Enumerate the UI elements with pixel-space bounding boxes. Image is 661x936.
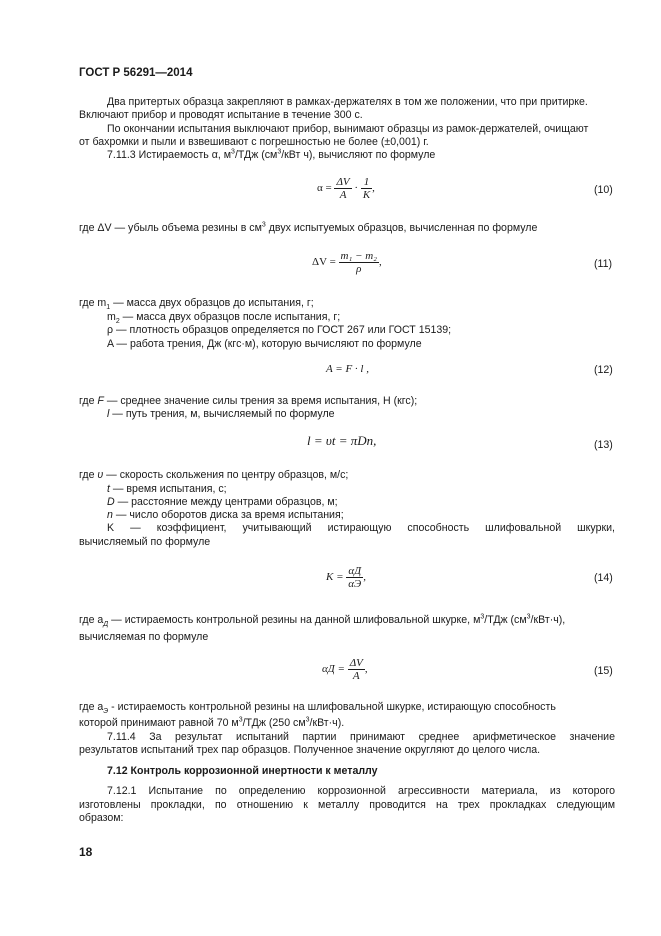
definition-line: t — время испытания, с;: [107, 483, 227, 495]
paragraph-line: Включают прибор и проводят испытание в течение 300 с.: [79, 109, 363, 121]
definition-line: вычисляемый по формуле: [79, 536, 211, 548]
formula-12: A = F · l ,: [326, 363, 369, 375]
paragraph-line: 7.11.4 За результат испытаний партии принимают среднее арифметическое значение: [107, 731, 615, 743]
page-number: 18: [79, 845, 93, 859]
equation-number: (12): [594, 364, 613, 376]
paragraph-line: Два притертых образца закрепляют в рамках-держателях в том же положении, что при притирке.: [107, 96, 588, 108]
standard-header: ГОСТ Р 56291—2014: [79, 67, 193, 79]
paragraph-line: 7.12.1 Испытание по определению коррозионной агрессивности материала, из которого: [107, 785, 615, 797]
paragraph-line: изготовлены прокладки, по отношению к металлу проводится на трех прокладках следующим: [79, 799, 615, 811]
clause-7-11-3: 7.11.3 Истираемость α, $м^3$/ТДж ($см^3$/кВт ч), вычисляют по формуле: [107, 148, 436, 161]
formula-10: α = $\frac{\Delta V}{A}$ · $\frac{1}{K}$ ,: [317, 176, 375, 201]
paragraph-line: результатов испытаний трех пар образцов. Полученное значение округляют до целого числа.: [79, 744, 541, 756]
paragraph-line: По окончании испытания выключают прибор, вынимают образцы из рамок-держателей, очищают: [107, 123, 589, 135]
equation-number: (11): [594, 258, 613, 270]
formula-15: αД = $\frac{\Delta V}{A}$ ,: [322, 657, 368, 682]
definition-line: D — расстояние между центрами образцов, м;: [107, 496, 338, 508]
definition-line: $m_2$ — масса двух образцов после испытания, г;: [107, 311, 341, 326]
formula-11: ΔV = $\frac{\text{m₁ − m₂}}{\rho}$ ,: [312, 250, 382, 275]
equation-number: (15): [594, 665, 613, 677]
definition-line: где $m_1$ — масса двух образцов до испытания, г;: [79, 297, 314, 312]
paragraph-line: от бахромки и пыли и взвешивают с погрешностью не более (±0,001) г.: [79, 136, 429, 148]
definition-line: где F — среднее значение силы трения за время испытания, Н (кгс);: [79, 395, 418, 407]
definition-line: n — число оборотов диска за время испытания;: [107, 509, 344, 521]
definition-line: где ΔV — убыль объема резины в $см^3$ двух испытуемых образцов, вычисленная по формуле: [79, 221, 538, 234]
definition-line: ρ — плотность образцов определяется по ГОСТ 267 или ГОСТ 15139;: [107, 324, 452, 336]
equation-number: (13): [594, 439, 613, 451]
equation-number: (14): [594, 572, 613, 584]
section-heading: 7.12 Контроль коррозионной инертности к металлу: [107, 765, 378, 777]
definition-line: A — работа трения, Дж (кгс·м), которую вычисляют по формуле: [107, 338, 422, 350]
definition-line: которой принимают равной 70 $м^3$/ТДж (250 $см^3/кВт\cdot ч$).: [79, 716, 345, 729]
equation-number: (10): [594, 184, 613, 196]
formula-13: l = υt = πDn,: [307, 433, 377, 448]
definition-line: K — коэффициент, учитывающий истирающую способность шлифовальной шкурки,: [107, 522, 615, 534]
definition-line: где $a_Э$ - истираемость контрольной резины на шлифовальной шкурке, истирающую способность: [79, 701, 556, 716]
definition-line: вычисляемая по формуле: [79, 631, 209, 643]
definition-line: l — путь трения, м, вычисляемый по формуле: [107, 408, 335, 420]
paragraph-line: образом:: [79, 812, 124, 824]
definition-line: где υ — скорость скольжения по центру образцов, м/с;: [79, 469, 349, 481]
definition-line: где $a_Д$ — истираемость контрольной резины на данной шлифовальной шкурке, $м^3$/ТДж $(см^3/кВт\cdot ч)$,: [79, 613, 566, 629]
formula-14: K = $\frac{\alpha Д}{\alpha Э}$ ,: [326, 565, 366, 590]
